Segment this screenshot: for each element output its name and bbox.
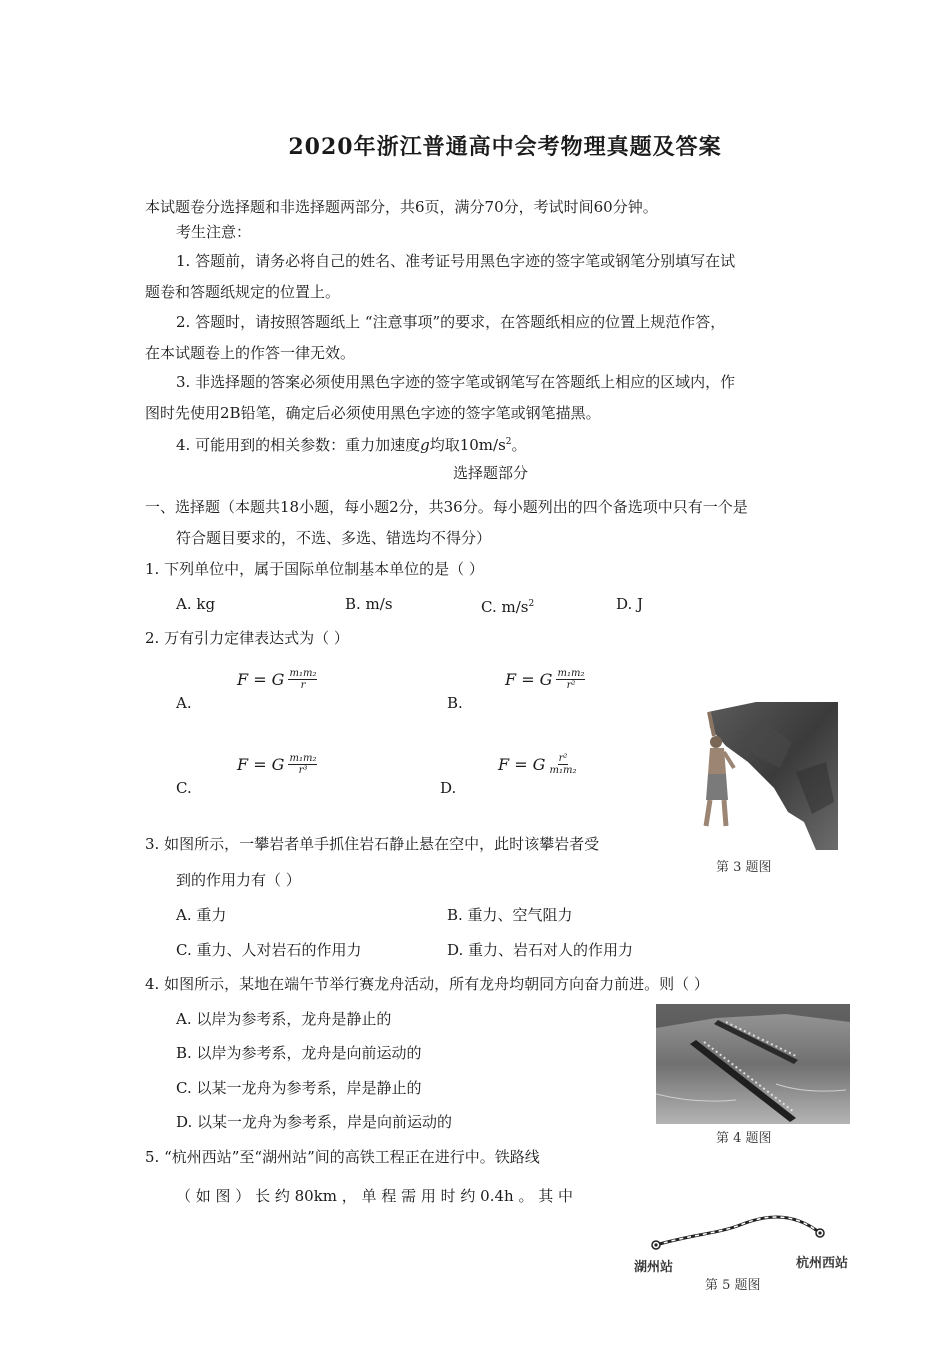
q2-d-lhs: F = G [498, 755, 546, 774]
q5-stem-line-1: 5. “杭州西站”至“湖州站”间的高铁工程正在进行中。铁路线 [145, 1148, 540, 1166]
q2-b-fraction [556, 668, 585, 691]
climber-photo [696, 702, 838, 850]
q2-formula-b [505, 668, 585, 691]
q2-formula-a [237, 668, 317, 691]
q2-a-numerator: m₁m₂ [289, 668, 317, 679]
q2-a-denominator: r [300, 680, 306, 691]
part1-line-2: 符合题目要求的，不选、多选、错选均不得分） [176, 529, 492, 547]
part1-line-1: 一、选择题（本题共18小题，每小题2分，共36分。每小题列出的四个备选项中只有一个是 [145, 498, 748, 516]
q2-stem: 2. 万有引力定律表达式为（ ） [145, 629, 349, 647]
q1-option-c-text: C. m/s [481, 598, 529, 616]
notice-4-exponent: 2 [505, 437, 512, 447]
q4-figure-caption: 第 4 题图 [716, 1131, 772, 1146]
q3-option-a: A. 重力 [176, 906, 227, 924]
notice-1-line-1: 1. 答题前，请务必将自己的姓名、准考证号用黑色字迹的签字笔或钢笔分别填写在试 [176, 252, 736, 270]
q3-figure-caption: 第 3 题图 [716, 860, 772, 875]
q2-d-denominator: m₁m₂ [549, 765, 577, 776]
notice-4-post: 均取10m/s [429, 436, 506, 454]
notice-3-line-2: 图时先使用2B铅笔，确定后必须使用黑色字迹的签字笔或钢笔描黑。 [145, 404, 601, 422]
intro-text: 本试题卷分选择题和非选择题两部分，共6页，满分70分，考试时间60分钟。 [145, 198, 658, 216]
q2-option-d-label: D. [440, 779, 457, 797]
q1-option-c-exponent: 2 [528, 599, 535, 609]
station-label-huzhou: 湖州站 [634, 1260, 674, 1275]
q2-option-b-label: B. [447, 694, 463, 712]
q2-b-denominator: r² [566, 680, 576, 691]
section-title: 选择题部分 [453, 464, 529, 482]
q3-stem-line-2: 到的作用力有（ ） [176, 871, 301, 889]
q2-d-numerator: r² [558, 753, 568, 764]
q4-option-a: A. 以岸为参考系，龙舟是静止的 [176, 1010, 392, 1028]
q2-option-a-label: A. [176, 694, 192, 712]
q1-option-b: B. m/s [345, 595, 393, 613]
notice-2-line-1: 2. 答题时，请按照答题纸上 “注意事项”的要求，在答题纸相应的位置上规范作答， [176, 313, 726, 331]
q4-option-d: D. 以某一龙舟为参考系，岸是向前运动的 [176, 1113, 453, 1131]
q3-option-b: B. 重力、空气阻力 [447, 906, 573, 924]
q2-a-lhs: F = G [237, 670, 285, 689]
notice-1-line-2: 题卷和答题纸规定的位置上。 [145, 283, 341, 301]
q2-c-fraction [288, 753, 317, 776]
notice-4-end: 。 [511, 436, 527, 454]
notice-2-line-2: 在本试题卷上的作答一律无效。 [145, 344, 356, 362]
railway-line [656, 1217, 820, 1245]
q1-stem: 1. 下列单位中，属于国际单位制基本单位的是（ ） [145, 560, 484, 578]
q2-b-numerator: m₁m₂ [557, 668, 585, 679]
document-title: 2020年浙江普通高中会考物理真题及答案 [288, 134, 722, 160]
q2-formula-d [498, 753, 576, 776]
q3-option-c: C. 重力、人对岩石的作用力 [176, 941, 362, 959]
q2-a-fraction [288, 668, 317, 691]
q1-option-d: D. J [616, 595, 644, 613]
q1-option-c [481, 594, 534, 617]
notice-4-pre: 4. 可能用到的相关参数：重力加速度 [176, 436, 421, 454]
q5-figure-caption: 第 5 题图 [705, 1278, 761, 1293]
notice-heading: 考生注意： [176, 223, 252, 241]
q2-c-lhs: F = G [237, 755, 285, 774]
station-label-hangzhou-west: 杭州西站 [796, 1256, 849, 1271]
q2-b-lhs: F = G [505, 670, 553, 689]
q5-stem-line-2: （ 如 图 ） 长 约 80km ， 单 程 需 用 时 约 0.4h 。 其 中 [176, 1187, 573, 1205]
q3-stem-line-1: 3. 如图所示，一攀岩者单手抓住岩石静止悬在空中，此时该攀岩者受 [145, 835, 600, 853]
q2-option-c-label: C. [176, 779, 192, 797]
q4-option-c: C. 以某一龙舟为参考系，岸是静止的 [176, 1079, 422, 1097]
q2-c-numerator: m₁m₂ [289, 753, 317, 764]
notice-3-line-1: 3. 非选择题的答案必须使用黑色字迹的签字笔或钢笔写在答题纸上相应的区域内，作 [176, 373, 736, 391]
railway-map [640, 1205, 830, 1255]
q2-d-fraction [549, 753, 576, 776]
q2-c-denominator: r³ [298, 765, 308, 776]
dragon-boat-photo [656, 1004, 850, 1124]
notice-4 [176, 432, 527, 455]
gravity-symbol: g [420, 436, 430, 454]
q3-option-d: D. 重力、岩石对人的作用力 [447, 941, 634, 959]
q4-option-b: B. 以岸为参考系，龙舟是向前运动的 [176, 1044, 422, 1062]
q1-option-a: A. kg [176, 595, 216, 613]
q2-formula-c [237, 753, 317, 776]
q4-stem: 4. 如图所示，某地在端午节举行赛龙舟活动，所有龙舟均朝同方向奋力前进。则（ ） [145, 975, 709, 993]
